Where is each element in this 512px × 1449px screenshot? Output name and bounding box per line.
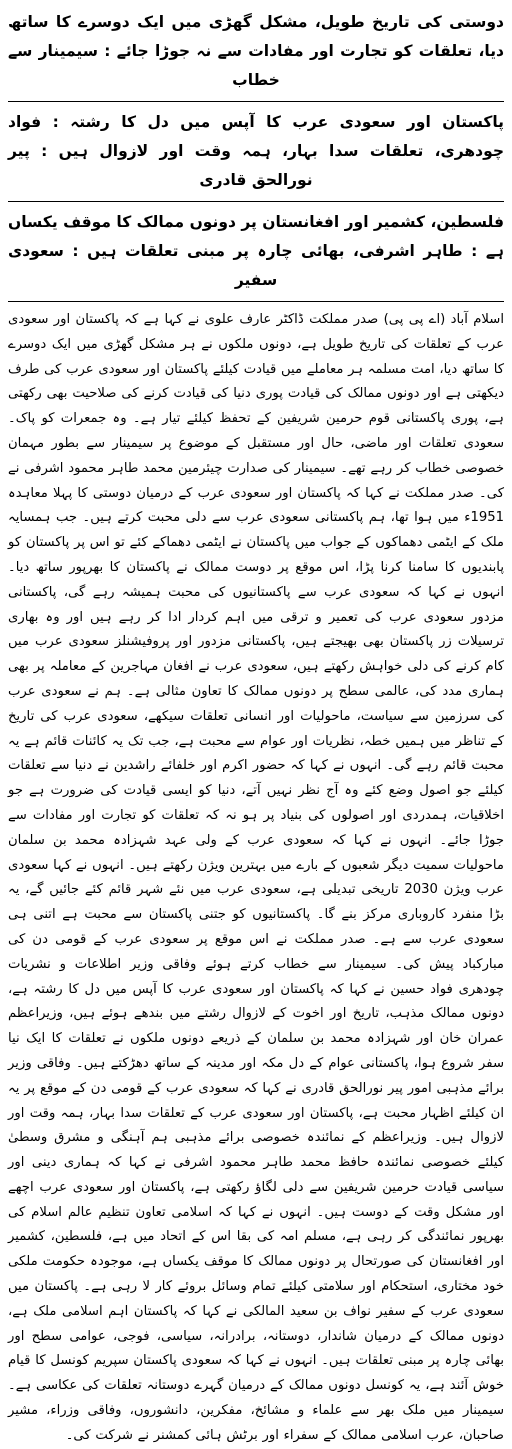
headline-main: دوستی کی تاریخ طویل، مشکل گھڑی میں ایک دوسرے کا ساتھ دیا، تعلقات کو تجارت اور مفادات سے نہ جوڑا جائے : سیمینار سے خطاب — [8, 13, 504, 89]
divider — [8, 301, 504, 302]
headline-sub-2: فلسطین، کشمیر اور افغانستان پر دونوں ممالک کا موقف یکساں ہے : طاہر اشرفی، بھائی چارہ پر مبنی تعلقات ہیں : سعودی سفیر — [8, 213, 504, 289]
divider — [8, 201, 504, 202]
headline-sub-1: پاکستان اور سعودی عرب کا آپس میں دل کا رشتہ : فواد چودھری، تعلقات سدا بہار، ہمہ وقت اور لازوال ہیں : پیر نورالحق قادری — [8, 113, 504, 189]
article-body: اسلام آباد (اے پی پی) صدر مملکت ڈاکٹر عارف علوی نے کہا ہے کہ پاکستان اور سعودی عرب کے تعلقات کی تاریخ طویل ہے، دونوں ملکوں نے ہر مشکل گھڑی میں ایک دوسرے کا ساتھ دیا، امت مسلمہ ہر معاملے میں قیادت کیلئے پاکستان اور سعودی عرب کی طرف دیکھتی ہے اور دونوں ممالک کی قیادت پوری دنیا کی قیادت کرنے کی صلاحیت بھی رکھتی ہے، پوری پاکستانی قوم حرمین شریفین کے تحفظ کیلئے تیار ہے۔ وہ جمعرات کو پاک۔ سعودی تعلقات اور ماضی، حال اور مستقبل کے موضوع پر سیمینار سے بطور مہمان خصوصی خطاب کر رہے تھے۔ سیمینار کی صدارت چیئرمین محمد طاہر محمود اشرفی نے کی۔ صدر مملکت نے کہا کہ پاکستان اور سعودی عرب کے درمیان دوستی کا پہلا معاہدہ 1951ء میں ہوا تھا، ہم پاکستانی سعودی عرب سے دلی محبت کرتے ہیں۔ جب ہمسایہ ملک کے ایٹمی دھماکوں کے جواب میں پاکستان نے ایٹمی دھماکے کئے تو اس پر پاکستان کو پابندیوں کا سامنا کرنا پڑا، اس موقع پر دوست ممالک نے پاکستان کا بھرپور ساتھ دیا۔ انہوں نے کہا کہ سعودی عرب سے پاکستانیوں کی محبت ہمیشہ رہے گی، پاکستانی مزدور سعودی عرب کی تعمیر و ترقی میں اہم کردار ادا کر رہے ہیں اور وہ بھاری ترسیلات زر پاکستان بھی بھیجتے ہیں، پاکستانی مزدور اور پروفیشنلز سعودی عرب میں کام کرنے کی دلی خواہش رکھتے ہیں، سعودی عرب نے افغان مہاجرین کے معاملہ پر بھی ہماری مدد کی، عالمی سطح پر دونوں ممالک کا تعاون مثالی ہے۔ ہم نے سعودی عرب کی سرزمین سے سیاست، ماحولیات اور انسانی تعلقات سیکھے، سعودی عرب کی تاریخ کے تناظر میں ہمیں خطہ، نظریات اور عوام سے محبت ہے، جب تک یہ کائنات قائم ہے یہ محبت قائم رہے گی۔ انہوں نے کہا کہ حضور اکرم اور خلفائے راشدین نے دنیا سے تعلقات کیلئے جو اصول وضع کئے وہ آج نظر نہیں آتے، دنیا کو ایسی قیادت کی ضرورت ہے جو اخلاقیات، ہمدردی اور اصولوں کی بنیاد پر ہو نہ کہ تعلقات کو تجارت اور مفادات سے جوڑا جائے۔ انہوں نے کہا کہ سعودی عرب کے ولی عہد شہزادہ محمد بن سلمان ماحولیات سمیت دیگر شعبوں کے بارے میں بہترین ویژن رکھتے ہیں۔ انہوں نے کہا سعودی عرب ویژن 2030 تاریخی تبدیلی ہے، سعودی عرب میں نئے شہر قائم کئے جائیں گے، یہ بڑا منفرد کاروباری مرکز بنے گا۔ پاکستانیوں کو جتنی پاکستان سے محبت ہے اتنی ہی سعودی عرب سے ہے۔ صدر مملکت نے اس موقع پر سعودی عرب کے قومی دن کی مبارکباد پیش کی۔ سیمینار سے خطاب کرتے ہوئے وفاقی وزیر اطلاعات و نشریات چودھری فواد حسین نے کہا کہ پاکستان اور سعودی عرب کا آپس میں دل کا رشتہ ہے، دونوں ممالک مذہب، تاریخ اور اخوت کے لازوال رشتے میں بندھے ہوئے ہیں، وزیراعظم عمران خان اور شہزادہ محمد بن سلمان کے ذریعے دونوں ملکوں نے تعلقات کا ایک نیا سفر شروع ہوا، پاکستانی عوام کے دل مکہ اور مدینہ کے ساتھ دھڑکتے ہیں۔ وفاقی وزیر برائے مذہبی امور پیر نورالحق قادری نے کہا کہ سعودی عرب کے قومی دن کے موقع پر یہ ان کیلئے اظہار محبت ہے، پاکستان اور سعودی عرب کے تعلقات سدا بہار، ہمہ وقت اور لازوال ہیں۔ وزیراعظم کے نمائندہ خصوصی برائے مذہبی ہم آہنگی و مشرق وسطیٰ کیلئے خصوصی نمائندہ حافظ محمد طاہر محمود اشرفی نے کہا کہ ہماری دینی اور سیاسی قیادت حرمین شریفین سے دلی لگاؤ رکھتی ہے، پاکستان اور سعودی عرب اچھے اور مشکل وقت کے دوست ہیں۔ انہوں نے کہا کہ اسلامی تعاون تنظیم عالم اسلام کی بھرپور نمائندگی کر رہی ہے، مسلم امہ کی بقا اس کے اتحاد میں ہے، فلسطین، کشمیر اور افغانستان کی صورتحال پر دونوں ممالک کا موقف یکساں ہے، موجودہ حکومت ملکی خود مختاری، استحکام اور سلامتی کیلئے تمام وسائل بروئے کار لا رہی ہے۔ پاکستان میں سعودی عرب کے سفیر نواف بن سعید المالکی نے کہا کہ پاکستان اہم اسلامی ملک ہے، دونوں ممالک کے درمیان شاندار، دوستانہ، برادرانہ، سیاسی، فوجی، عوامی سطح اور بھائی چارہ پر مبنی تعلقات ہیں۔ انہوں نے کہا کہ سعودی پاکستان سپریم کونسل کا قیام خوش آئند ہے، یہ کونسل دونوں ممالک کے درمیان گہرے دوستانہ تعلقات کی عکاسی ہے۔ سیمینار میں ملک بھر سے علماء و مشائخ، مفکرین، دانشوروں، وفاقی وزراء، مشیر صاحبان، عرب اسلامی ممالک کے سفراء اور برٹش ہائی کمشنر نے شرکت کی۔ — [8, 312, 504, 1443]
divider — [8, 101, 504, 102]
